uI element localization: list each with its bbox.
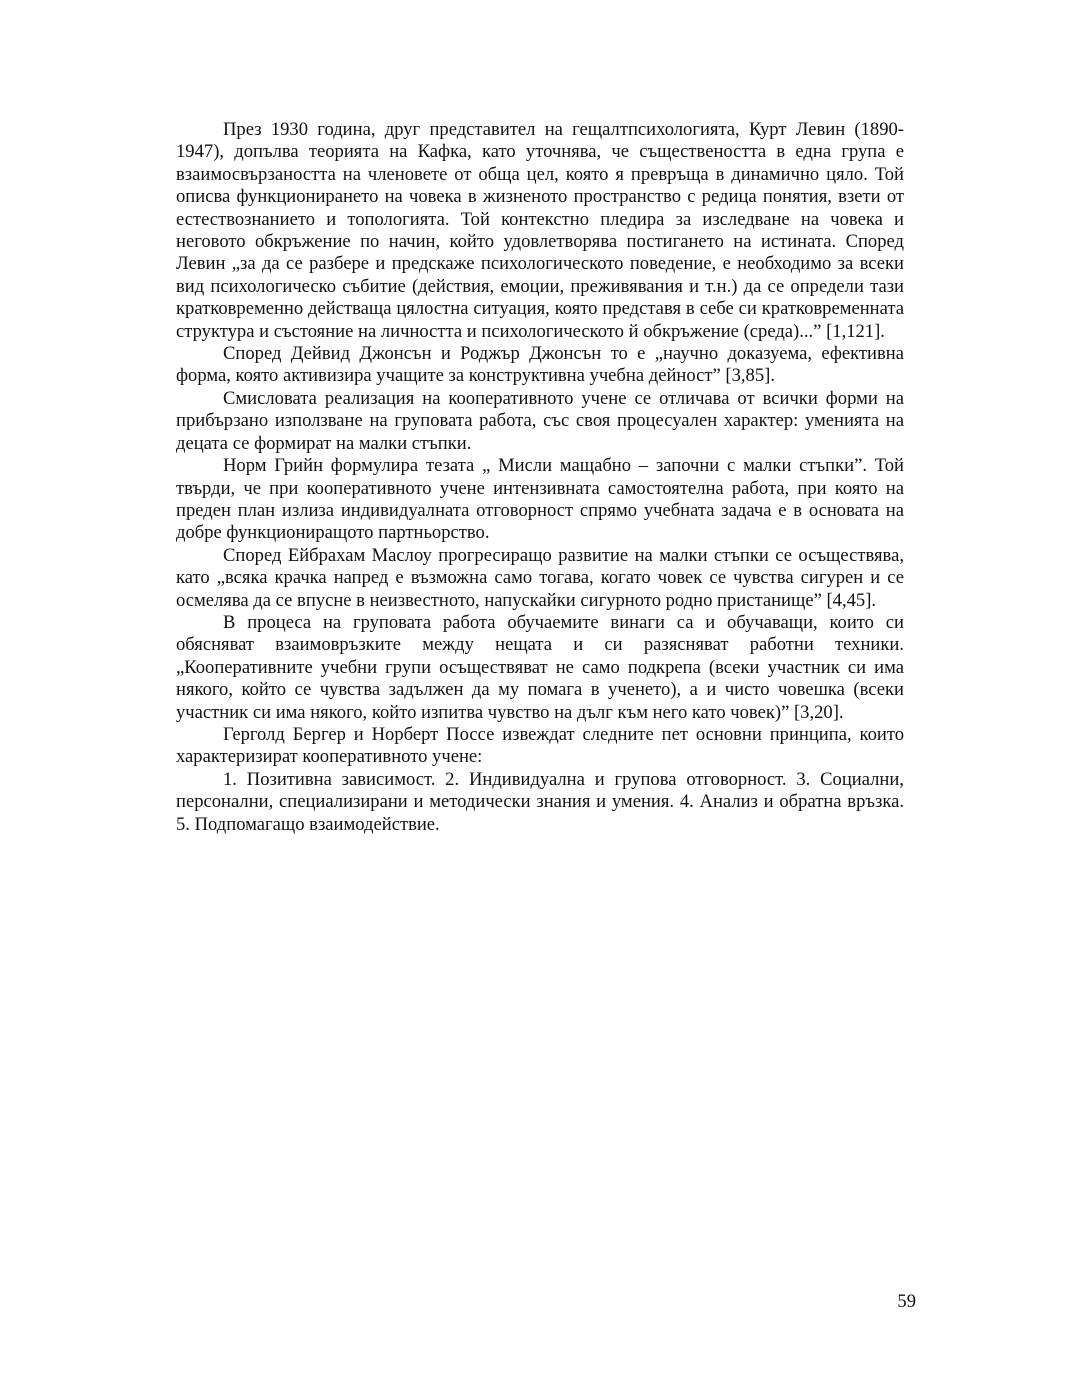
paragraph-johnson: Според Дейвид Джонсън и Роджър Джонсън то е „научно доказуема, ефективна форма, която активизира учащите за конструктивна учебна дейност” [3,85]. [176, 343, 904, 387]
page-number: 59 [897, 1291, 916, 1312]
body-text [176, 119, 904, 836]
paragraph-group-work: В процеса на груповата работа обучаемите винаги са и обучаващи, които си обясняват взаимовръзките между нещата и си разясняват работни техники. „Кооперативните учебни групи осъществяват не само подкрепа (всеки участник си има някого, който се чувства задължен да му помага в ученето), а и чисто човешка (всеки участник си има някого, който изпитва чувство на дълг към него като човек)” [3,20]. [176, 611, 904, 723]
paragraph-principles-list: 1. Позитивна зависимост. 2. Индивидуална и групова отговорност. 3. Социални, персонални, специализирани и методически знания и умения. 4. Анализ и обратна връзка. 5. Подпомагащо взаимодействие. [176, 768, 904, 835]
paragraph-maslow: Според Ейбрахам Маслоу прогресиращо развитие на малки стъпки се осъществява, като „всяка крачка напред е възможна само тогава, когато човек се чувства сигурен и се осмелява да се впусне в неизвестното, напускайки сигурното родно пристанище” [4,45]. [176, 544, 904, 611]
paragraph-berger-posse: Герголд Бергер и Норберт Поссе извеждат следните пет основни принципа, които характеризират кооперативното учене: [176, 723, 904, 768]
paragraph-lewin: През 1930 година, друг представител на гещалтпсихологията, Курт Левин (1890-1947), допълва теорията на Кафка, като уточнява, че съществеността в една група е взаимосвързаността на членовете от обща цел, която я превръща в динамично цяло. Той описва функционирането на човека в жизненото пространство с редица понятия, взети от естествознанието и топологията. Той контекстно пледира за изследване на човека и неговото обкръжение по начин, който удовлетворява постигането на истината. Според Левин „за да се разбере и предскаже психологическото поведение, е необходимо за всеки вид психологическо събитие (действия, емоции, преживявания и т.н.) да се определи тази кратковременно действаща цялостна ситуация, която представя в себе си кратковременната структура и състояние на личността и психологическото й обкръжение (среда)...” [1,121]. [176, 119, 904, 342]
paragraph-norm-green: Норм Грийн формулира тезата „ Мисли мащабно – започни с малки стъпки”. Той твърди, че при кооперативното учене интензивната самостоятелна работа, при която на преден план излиза индивидуалната отговорност спрямо учебната задача е в основата на добре функциониращото партньорство. [176, 455, 904, 544]
paragraph-meaningful-realization: Смисловата реализация на кооперативното учене се отличава от всички форми на прибързано използване на груповата работа, със своя процесуален характер: уменията на децата се формират на малки стъпки. [176, 387, 904, 454]
